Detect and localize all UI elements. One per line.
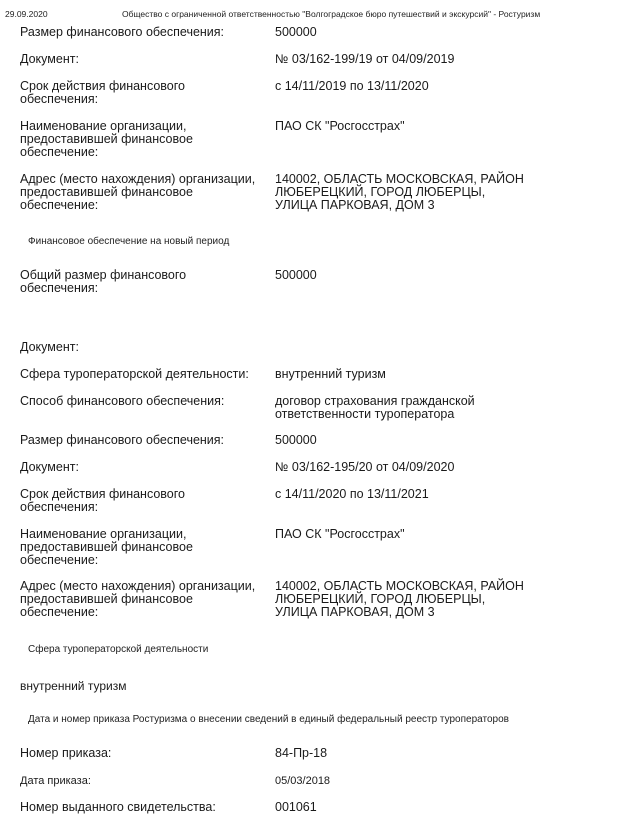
field-label: Способ финансового обеспечения: <box>20 394 225 408</box>
field-label: Размер финансового обеспечения: <box>20 433 225 447</box>
field-label: Сфера туроператорской деятельности: <box>20 367 249 381</box>
field-label: Срок действия финансового обеспечения: <box>20 79 185 106</box>
field-value: ПАО СК "Росгосстрах" <box>275 527 405 541</box>
field-value: 001061 <box>275 800 317 814</box>
field-label: Размер финансового обеспечения: <box>20 25 225 39</box>
field-label: Адрес (место нахождения) организации, предоставившей финансовое обеспечение: <box>20 172 256 212</box>
field-label: Документ: <box>20 460 79 474</box>
field-value: 500000 <box>275 25 317 39</box>
field-value: внутренний туризм <box>275 367 386 381</box>
field-label: Адрес (место нахождения) организации, предоставившей финансовое обеспечение: <box>20 579 256 619</box>
print-date: 29.09.2020 <box>5 9 48 19</box>
field-value: с 14/11/2019 по 13/11/2020 <box>275 79 429 93</box>
field-value: 500000 <box>275 433 317 447</box>
field-label: Номер приказа: <box>20 746 112 760</box>
section-heading-sphere: Сфера туроператорской деятельности <box>28 644 209 655</box>
field-label: Номер выданного свидетельства: <box>20 800 216 814</box>
field-label: Документ: <box>20 52 79 66</box>
field-value: 05/03/2018 <box>275 775 331 787</box>
field-label: Наименование организации, предоставившей финансовое обеспечение: <box>20 527 193 567</box>
section-heading-order: Дата и номер приказа Ростуризма о внесении сведений в единый федеральный реестр туроператоров <box>28 714 509 725</box>
field-value: 500000 <box>275 268 317 282</box>
section-heading-new-period: Финансовое обеспечение на новый период <box>28 236 230 247</box>
page-header <box>5 9 625 21</box>
field-value: 84-Пр-18 <box>275 746 328 760</box>
field-label: Документ: <box>20 340 79 354</box>
field-value: договор страхования гражданской ответственности туроператора <box>275 394 475 421</box>
field-value: ПАО СК "Росгосстрах" <box>275 119 405 133</box>
header-title: Общество с ограниченной ответственностью "Волгоградское бюро путешествий и экскурсий" - Ростуризм <box>122 9 541 19</box>
field-value: № 03/162-195/20 от 04/09/2020 <box>275 460 455 474</box>
sphere-value: внутренний туризм <box>20 679 127 693</box>
field-label: Дата приказа: <box>20 775 91 787</box>
field-value: 140002, ОБЛАСТЬ МОСКОВСКАЯ, РАЙОН ЛЮБЕРЕЦКИЙ, ГОРОД ЛЮБЕРЦЫ, УЛИЦА ПАРКОВАЯ, ДОМ 3 <box>275 579 524 619</box>
field-label: Наименование организации, предоставившей финансовое обеспечение: <box>20 119 193 159</box>
field-label: Срок действия финансового обеспечения: <box>20 487 185 514</box>
field-value: с 14/11/2020 по 13/11/2021 <box>275 487 429 501</box>
field-value: 140002, ОБЛАСТЬ МОСКОВСКАЯ, РАЙОН ЛЮБЕРЕЦКИЙ, ГОРОД ЛЮБЕРЦЫ, УЛИЦА ПАРКОВАЯ, ДОМ 3 <box>275 172 524 212</box>
field-label: Общий размер финансового обеспечения: <box>20 268 187 295</box>
field-value: № 03/162-199/19 от 04/09/2019 <box>275 52 455 66</box>
